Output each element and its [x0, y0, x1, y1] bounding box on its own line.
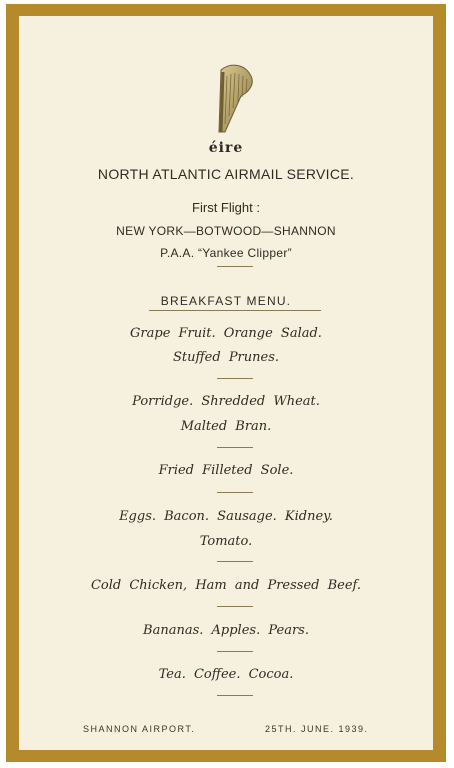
menu-line: Tea. Coffee. Cocoa. [158, 667, 294, 682]
menu-line: Malted Bran. [180, 419, 272, 434]
divider [217, 695, 253, 696]
divider [217, 447, 253, 448]
route-line: NEW YORK—BOTWOOD—SHANNON [116, 224, 336, 238]
menu-card [6, 4, 446, 762]
menu-line: Grape Fruit. Orange Salad. [130, 326, 322, 341]
divider [217, 561, 253, 562]
menu-line: Stuffed Prunes. [172, 350, 280, 365]
menu-line: Cold Chicken, Ham and Pressed Beef. [90, 578, 362, 593]
aircraft-line: P.A.A. “Yankee Clipper” [160, 246, 292, 260]
country-label: éire [208, 140, 244, 156]
footer-location: SHANNON AIRPORT. [83, 724, 196, 734]
menu-line: Tomato. [199, 534, 253, 549]
menu-line: Porridge. Shredded Wheat. [132, 394, 320, 409]
harp-icon [211, 62, 259, 138]
menu-title-underline [149, 310, 321, 311]
menu-title: BREAKFAST MENU. [160, 294, 292, 308]
flight-label: First Flight : [192, 200, 260, 215]
menu-paper [19, 16, 433, 750]
divider [217, 651, 253, 652]
menu-line: Eggs. Bacon. Sausage. Kidney. [119, 509, 333, 524]
footer-date: 25TH. JUNE. 1939. [265, 724, 369, 734]
service-title: NORTH ATLANTIC AIRMAIL SERVICE. [97, 166, 355, 182]
divider [217, 606, 253, 607]
menu-line: Fried Filleted Sole. [158, 463, 294, 478]
divider [217, 266, 253, 267]
menu-line: Bananas. Apples. Pears. [143, 623, 309, 638]
divider [217, 378, 253, 379]
divider [217, 492, 253, 493]
